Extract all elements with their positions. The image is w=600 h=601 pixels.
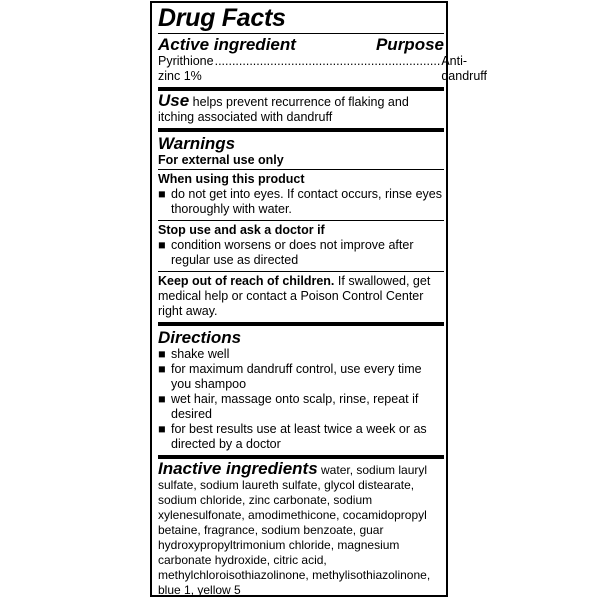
drug-facts-title: Drug Facts: [158, 4, 286, 32]
when-using-heading: When using this product: [158, 172, 305, 186]
list-item: ■ do not get into eyes. If contact occurs, rinse eyes thoroughly with water.: [158, 187, 442, 216]
children-section: [158, 272, 444, 322]
inactive-section: [158, 459, 444, 601]
list-item: ■ wet hair, massage onto scalp, rinse, repeat if desired: [158, 392, 419, 421]
active-ingredient-row: [158, 54, 487, 87]
bullet-icon: ■: [158, 362, 166, 376]
inactive-heading: Inactive ingredients: [158, 459, 318, 478]
stop-use-list: [158, 238, 444, 268]
ingredient-name: Pyrithione zinc 1%: [158, 54, 214, 83]
list-item: ■ shake well: [158, 347, 230, 361]
list-item: ■ for maximum dandruff control, use every time you shampoo: [158, 362, 422, 391]
stop-use-section: [158, 221, 444, 271]
warnings-section: [158, 132, 444, 169]
use-section: [158, 91, 444, 128]
use-heading: Use: [158, 91, 190, 110]
purpose-heading: Purpose: [375, 35, 444, 54]
warnings-heading: Warnings: [158, 134, 236, 153]
bullet-icon: ■: [158, 392, 166, 406]
external-use-text: For external use only: [158, 153, 284, 167]
use-text: helps prevent recurrence of flaking and itching associated with dandruff: [158, 95, 409, 124]
directions-list: [158, 347, 444, 452]
inactive-text: water, sodium lauryl sulfate, sodium laureth sulfate, glycol distearate, sodium chloride, zinc carbonate, sodium xylenesulfonate, amodimethicone, cocamidopropyl betaine, fragrance, sodium benzoate, guar hydroxypropyltrimonium chloride, magnesium carbonate hydroxide, citric acid, methylchloroisothiazolinone, methylisothiazolinone, blue 1, yellow 5: [158, 463, 431, 597]
bullet-icon: ■: [158, 187, 166, 201]
ingredient-purpose: Anti-dandruff: [441, 54, 487, 83]
drug-facts-panel: [150, 1, 487, 597]
when-using-section: [158, 170, 444, 220]
bullet-icon: ■: [158, 422, 166, 436]
bullet-icon: ■: [158, 347, 166, 361]
active-ingredient-heading: Active ingredient: [158, 35, 296, 54]
list-item: ■ for best results use at least twice a week or as directed by a doctor: [158, 422, 427, 451]
directions-section: [158, 326, 444, 455]
when-using-list: [158, 187, 444, 217]
directions-heading: Directions: [158, 328, 242, 347]
children-text: If swallowed, get medical help or contact a Poison Control Center right away.: [158, 274, 431, 318]
bullet-icon: ■: [158, 238, 166, 252]
stop-use-heading: Stop use and ask a doctor if: [158, 223, 325, 237]
active-ingredient-header: [158, 33, 444, 54]
children-heading: Keep out of reach of children.: [158, 274, 335, 288]
dot-leader: .................................................................: [214, 54, 441, 68]
list-item: ■ condition worsens or does not improve after regular use as directed: [158, 238, 414, 267]
